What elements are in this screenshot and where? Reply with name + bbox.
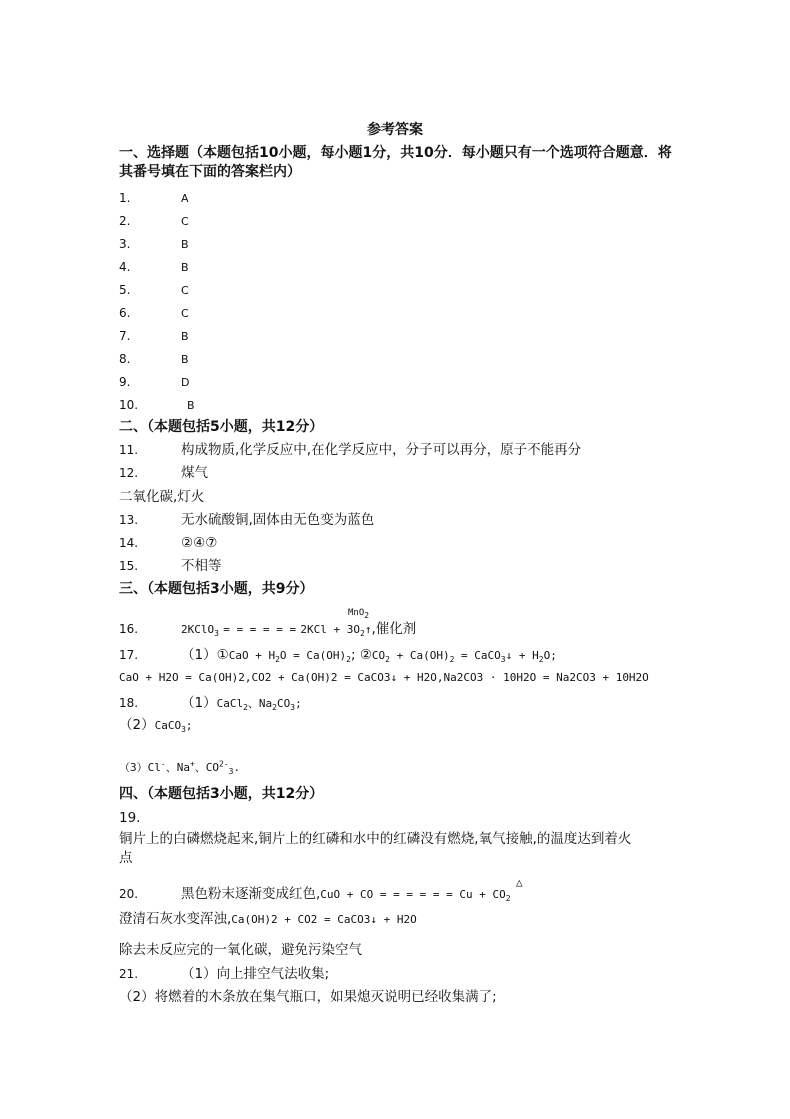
q-number: 4. [119, 260, 131, 274]
answer-row-7 [119, 327, 189, 346]
equation-1: CaO + $H_2O = Ca(OH)_2$ [228, 649, 351, 665]
q-number: 8. [119, 352, 131, 366]
equation-limewater: Ca(OH)2 + CO2 = CaCO3↓ + H2O [231, 913, 417, 926]
section1-heading-cont: 其番号填在下面的答案栏内） [119, 164, 301, 180]
q-number: 1. [119, 191, 131, 205]
circled-1: ① [216, 647, 229, 663]
answer-row-19-text: 铜片上的白磷燃烧起来,铜片上的红磷和水中的红磷没有燃烧,氧气接触,的温度达到着火 [119, 831, 632, 847]
q-answer-part1: （1）向上排空气法收集; [181, 966, 330, 982]
separator: ; [350, 647, 356, 663]
q-answer: B [187, 399, 195, 412]
answer-row-14 [119, 534, 217, 552]
heat-triangle-icon: △ [516, 876, 523, 889]
q-answer: C [181, 284, 189, 297]
q-number: 7. [119, 329, 131, 343]
q-answer: 构成物质,化学反应中,在化学反应中，分子可以再分，原子不能再分 [181, 442, 582, 458]
q-number: 9. [119, 375, 131, 389]
answer-row-21-part2: （2）将燃着的木条放在集气瓶口，如果熄灭说明已经收集满了; [119, 989, 497, 1005]
q-number: 17. [119, 648, 139, 662]
answer-row-12 [119, 464, 208, 482]
equation-equals: = = = = = = [223, 623, 297, 636]
answer-row-5 [119, 281, 189, 300]
page-title: 参考答案 [367, 122, 423, 138]
answer-row-16 [119, 620, 416, 643]
q-answer: B [181, 353, 189, 366]
q-answer: 不相等 [181, 558, 222, 574]
condition-mno2: MnO$_2$ [348, 608, 370, 620]
equation-rhs: $2KCl + 3O_2↑$ [300, 623, 372, 639]
answer-row-20 [119, 885, 511, 908]
answer-row-19: 19. [119, 810, 141, 826]
answer-row-20-purpose: 除去未反应完的一氧化碳，避免污染空气 [119, 942, 362, 958]
q-number: 14. [119, 536, 139, 550]
q-number: 2. [119, 214, 131, 228]
catalyst-note: ,催化剂 [371, 621, 417, 637]
q-number: 11. [119, 443, 139, 457]
q-answer: B [181, 238, 189, 251]
answer-row-12-cont: 二氧化碳,灯火 [119, 489, 205, 505]
q-answer: C [181, 215, 189, 228]
answer-ions-1: CaCl$_2$、$Na_2CO_3$; [216, 697, 302, 713]
answer-row-17 [119, 646, 557, 669]
answer-row-9 [119, 373, 189, 392]
q-number: 20. [119, 887, 139, 901]
answer-row-2 [119, 212, 189, 231]
q-number: 10. [119, 398, 139, 412]
answer-row-21 [119, 965, 329, 983]
observation-2: 澄清石灰水变浑浊, [119, 911, 232, 927]
q-answer: B [181, 261, 189, 274]
answer-row-15 [119, 557, 222, 575]
section2-heading: 二、（本题包括5小题，共12分） [119, 419, 324, 435]
circled-2: ② [359, 647, 372, 663]
answer-row-8 [119, 350, 189, 369]
answer-row-19-text-cont: 点 [119, 850, 133, 866]
q-answer: 煤气 [181, 465, 208, 481]
answer-row-3 [119, 235, 189, 254]
q-number: 16. [119, 622, 139, 636]
section3-heading: 三、（本题包括3小题，共9分） [119, 581, 314, 597]
part-label: （1） [181, 647, 217, 663]
section4-heading: 四、（本题包括3小题，共12分） [119, 786, 324, 802]
answer-row-10 [119, 396, 195, 415]
answer-caco3: CaCO$_3$; [154, 719, 193, 735]
answer-row-13 [119, 511, 374, 529]
q-answer: ②④⑦ [181, 535, 218, 551]
equation-2: $CO_2 + Ca(OH)_2$ = CaCO$_3$↓ + $H_2O$; [371, 649, 557, 665]
q-number: 21. [119, 967, 139, 981]
answer-row-11 [119, 441, 581, 459]
answer-row-18 [119, 694, 302, 717]
equation-lhs: 2KClO$_3$ [181, 623, 219, 639]
answer-row-20-cont [119, 910, 417, 929]
q-answer: B [181, 330, 189, 343]
part-label: （1） [181, 695, 217, 711]
q-number: 5. [119, 283, 131, 297]
q-number: 12. [119, 466, 139, 480]
q-answer: C [181, 307, 189, 320]
section1-heading: 一、选择题（本题包括10小题，每小题1分，共10分．每小题只有一个选项符合题意．将 [119, 145, 672, 161]
q-number: 13. [119, 513, 139, 527]
q-answer: A [181, 192, 189, 205]
q-number: 18. [119, 696, 139, 710]
q-answer: 无水硫酸铜,固体由无色变为蓝色 [181, 512, 375, 528]
answer-row-18-part2 [119, 716, 193, 739]
answer-row-1 [119, 189, 189, 208]
part-label: （2） [119, 717, 155, 733]
q-number: 6. [119, 306, 131, 320]
observation-1: 黑色粉末逐渐变成红色, [181, 886, 321, 902]
answer-row-17-cont: CaO + H2O = Ca(OH)2,CO2 + Ca(OH)2 = CaCO3↓ + H2O,Na2CO3 · 10H2O = Na2CO3 + 10H2O [119, 671, 649, 684]
equation-cuo: CuO + CO = = = = = = $Cu + CO_2$ [320, 888, 511, 904]
q-answer: D [181, 376, 190, 389]
answer-row-18-part3 [119, 755, 240, 781]
answer-row-6 [119, 304, 189, 323]
answer-row-4 [119, 258, 189, 277]
answer-ions-3: （3）Cl-、Na+、$CO^{2-}_3$. [119, 759, 241, 776]
q-number: 3. [119, 237, 131, 251]
q-number: 15. [119, 559, 139, 573]
